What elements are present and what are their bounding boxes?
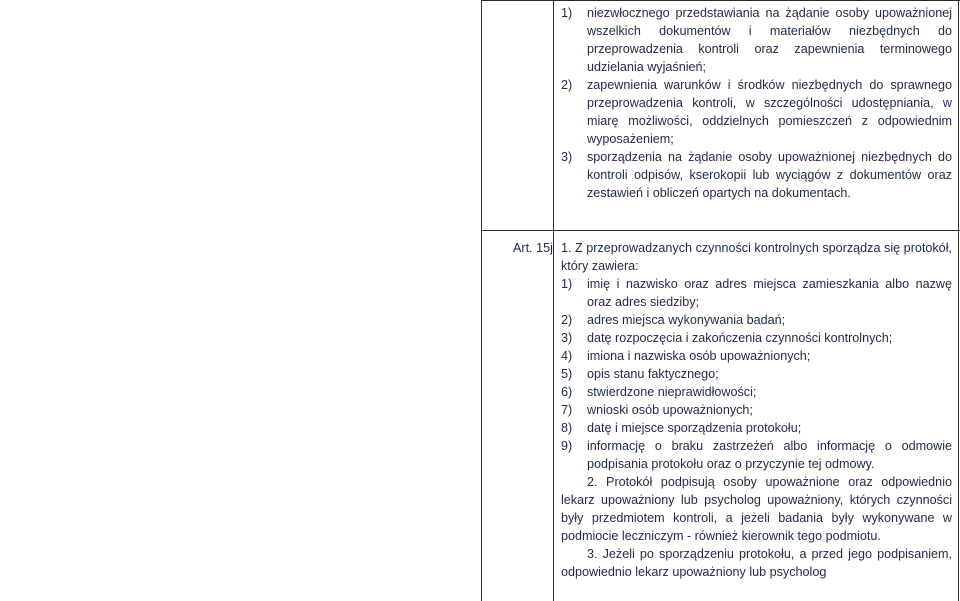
list-item-number: 2): [561, 313, 573, 327]
list-item: [561, 365, 952, 383]
list-item: [561, 76, 952, 148]
list-item: [561, 311, 952, 329]
list-item-text: wnioski osób upoważnionych;: [587, 403, 753, 417]
list-item: [561, 419, 952, 437]
list-item-text: datę i miejsce sporządzenia protokołu;: [587, 421, 802, 435]
list-item-text: stwierdzone nieprawidłowości;: [587, 385, 757, 399]
list-item: [561, 347, 952, 365]
list-item-number: 4): [561, 349, 573, 363]
list-item-text: imię i nazwisko oraz adres miejsca zamieszkania albo nazwę oraz adres siedziby;: [587, 277, 952, 309]
article-body: [561, 239, 952, 581]
list-item-number: 1): [561, 6, 573, 20]
list-item: [561, 437, 952, 473]
list-item-text: adres miejsca wykonywania badań;: [587, 313, 786, 327]
list-item-text: opis stanu faktycznego;: [587, 367, 719, 381]
list-item: [561, 275, 952, 311]
list-item-number: 8): [561, 421, 573, 435]
article-paragraph-3: 3. Jeżeli po sporządzeniu protokołu, a przed jego podpisaniem, odpowiednio lekarz upoważniony lub psycholog: [561, 547, 952, 579]
list-item-text: imiona i nazwiska osób upoważnionych;: [587, 349, 811, 363]
list-item: [561, 329, 952, 347]
list-item-text: informację o braku zastrzeżeń albo informację o odmowie podpisania protokołu oraz o przyczynie tej odmowy.: [587, 439, 952, 471]
list-item: [561, 401, 952, 419]
list-item-number: 6): [561, 385, 573, 399]
list-item-text: datę rozpoczęcia i zakończenia czynności kontrolnych;: [587, 331, 893, 345]
article-label: Art. 15j: [513, 241, 553, 255]
list-item-text: sporządzenia na żądanie osoby upoważnionej niezbędnych do kontroli odpisów, kserokopii lub wyciągów z dokumentów oraz zestawień i obliczeń opartych na dokumentach.: [587, 150, 952, 200]
list-item-number: 2): [561, 78, 573, 92]
list-item-text: niezwłocznego przedstawiania na żądanie osoby upoważnionej wszelkich dokumentów i materiałów niezbędnych do przeprowadzenia kontroli oraz zapewnienia terminowego udzielania wyjaśnień;: [587, 6, 952, 74]
list-item-number: 9): [561, 439, 573, 453]
list-item-number: 3): [561, 331, 573, 345]
table-right-border: [958, 0, 959, 601]
list-item-number: 5): [561, 367, 573, 381]
article-paragraph-2: 2. Protokół podpisują osoby upoważnione oraz odpowiednio lekarz upoważniony lub psycholog upoważniony, których czynności były przedmiotem kontroli, a jeżeli badania były wykonywane w podmiocie leczniczym - również kierownik tego podmiotu.: [561, 475, 952, 543]
list-item-number: 3): [561, 150, 573, 164]
article-intro: 1. Z przeprowadzanych czynności kontrolnych sporządza się protokół, który zawiera:: [561, 241, 952, 273]
list-item: [561, 148, 952, 202]
table-left-border: [481, 0, 482, 601]
list-item-text: zapewnienia warunków i środków niezbędnych do sprawnego przeprowadzenia kontroli, w szczególności udostępniania, w miarę możliwości, oddzielnych pomieszczeń z odpowiednim wyposażeniem;: [587, 78, 952, 146]
list-item-number: 1): [561, 277, 573, 291]
list-item: [561, 383, 952, 401]
list-item-number: 7): [561, 403, 573, 417]
top-list: [561, 4, 952, 202]
list-item: [561, 4, 952, 76]
column-divider: [553, 0, 554, 601]
